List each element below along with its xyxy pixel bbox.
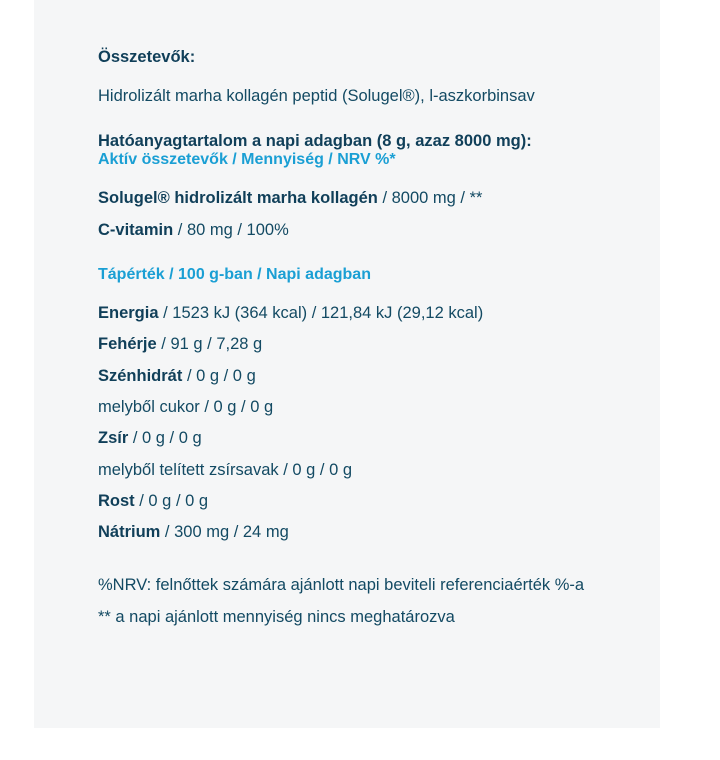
nutrition-row-values: / 0 g / 0 g — [128, 429, 202, 448]
product-info-content — [98, 48, 678, 633]
nutrition-row — [98, 423, 678, 454]
active-ingredient-name: Solugel® hidrolizált marha kollagén — [98, 189, 378, 208]
nutrition-row — [98, 455, 678, 486]
nutrition-row — [98, 517, 678, 548]
ingredients-text: Hidrolizált marha kollagén peptid (Solugel®), l-aszkorbinsav — [98, 87, 535, 105]
nutrition-row-name: Energia — [98, 304, 159, 323]
ingredients-heading: Összetevők: — [98, 48, 196, 66]
active-ingredient-row — [98, 183, 678, 214]
nutrition-row — [98, 298, 678, 329]
spacer — [98, 246, 678, 266]
active-ingredients-columns-label: Aktív összetevők / Mennyiség / NRV %* — [98, 151, 396, 169]
nutrition-row — [98, 361, 678, 392]
nutrition-row-name: Zsír — [98, 429, 129, 448]
product-info-panel — [34, 0, 660, 728]
nutrition-row-name: melyből telített zsírsavak / 0 g / 0 g — [98, 460, 353, 479]
spacer — [98, 169, 678, 183]
active-ingredient-row — [98, 215, 678, 246]
active-ingredients-heading: Hatóanyagtartalom a napi adagban (8 g, azaz 8000 mg): — [98, 132, 532, 151]
spacer — [98, 549, 678, 569]
nutrition-row-name: Nátrium — [98, 523, 161, 542]
nutrition-row-values: / 0 g / 0 g — [134, 492, 209, 511]
nutrition-row — [98, 486, 678, 517]
footnote-nrv: %NRV: felnőttek számára ajánlott napi beviteli referenciaérték %-a — [98, 575, 585, 594]
spacer — [98, 284, 678, 298]
nutrition-row-values: / 300 mg / 24 mg — [160, 523, 289, 542]
nutrition-row-values: / 91 g / 7,28 g — [156, 335, 263, 354]
nutrition-row-values: / 1523 kJ (364 kcal) / 121,84 kJ (29,12 kcal) — [158, 304, 484, 323]
nutrition-row-name: Szénhidrát — [98, 366, 183, 385]
active-ingredient-name: C-vitamin — [98, 220, 174, 239]
spacer — [98, 112, 678, 132]
nutrition-row-name: Fehérje — [98, 335, 157, 354]
nutrition-row — [98, 392, 678, 423]
nutrition-row-values: / 0 g / 0 g — [182, 366, 256, 385]
active-ingredient-values: / 80 mg / 100% — [173, 220, 289, 239]
nutrition-row-name: Rost — [98, 492, 135, 511]
nutrition-row-name: melyből cukor / 0 g / 0 g — [98, 398, 274, 417]
nutrition-row — [98, 329, 678, 360]
active-ingredient-values: / 8000 mg / ** — [377, 189, 483, 208]
footnote-rda: ** a napi ajánlott mennyiség nincs meghatározva — [98, 607, 455, 626]
nutrition-columns-label: Tápérték / 100 g-ban / Napi adagban — [98, 266, 371, 284]
spacer — [98, 67, 678, 81]
